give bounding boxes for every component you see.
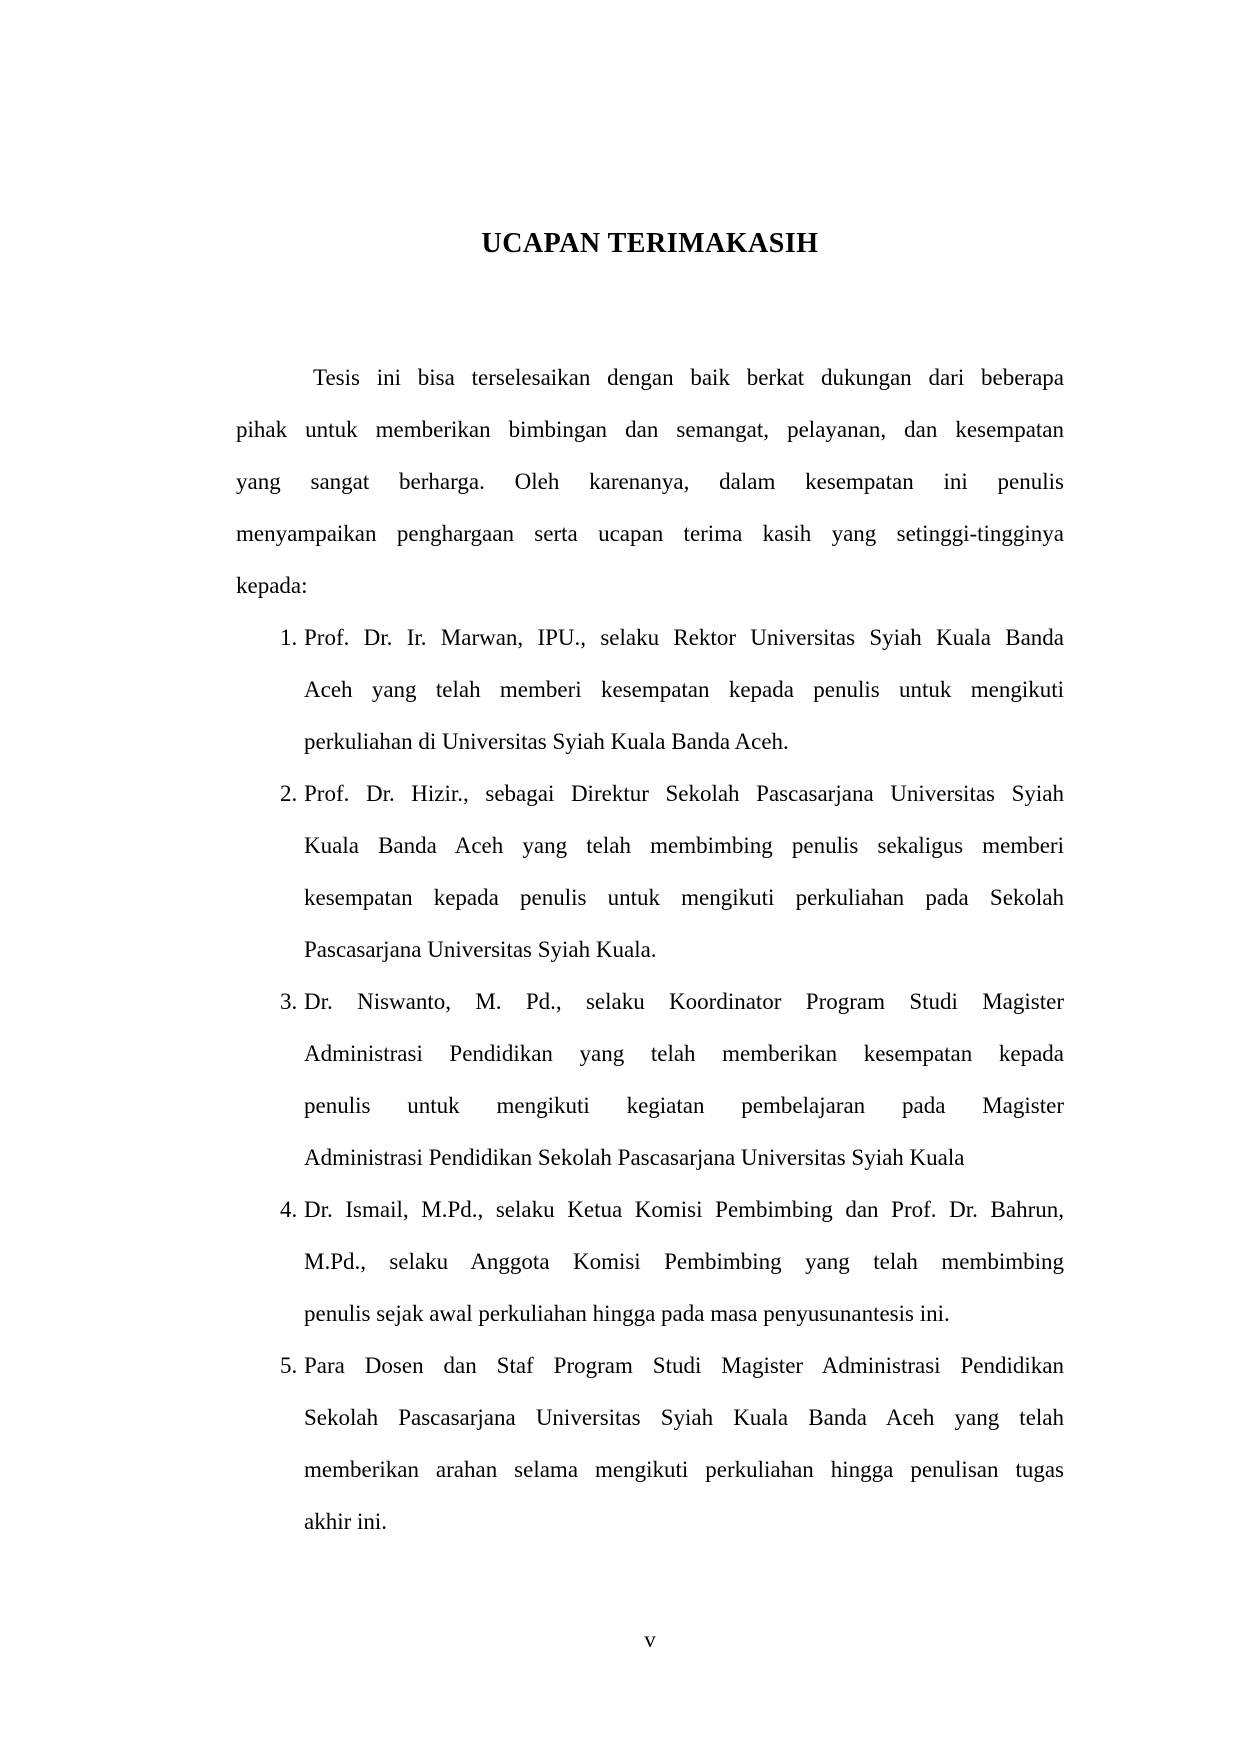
list-item-line: Sekolah Pascasarjana Universitas Syiah Kuala Banda Aceh yang telah <box>304 1405 1064 1430</box>
acknowledgement-list <box>236 612 1064 1548</box>
list-item-line: penulis sejak awal perkuliahan hingga pada masa penyusunantesis ini. <box>304 1301 950 1326</box>
list-item-line: Pascasarjana Universitas Syiah Kuala. <box>304 937 657 962</box>
paragraph-line: pihak untuk memberikan bimbingan dan semangat, pelayanan, dan kesempatan <box>236 417 1064 442</box>
list-item-line: Administrasi Pendidikan yang telah memberikan kesempatan kepada <box>304 1041 1064 1066</box>
page-number: v <box>644 1627 656 1652</box>
list-item-line: Para Dosen dan Staf Program Studi Magister Administrasi Pendidikan <box>304 1353 1064 1378</box>
list-item-line: memberikan arahan selama mengikuti perkuliahan hingga penulisan tugas <box>304 1457 1064 1482</box>
list-item-number: 4. <box>280 1197 298 1222</box>
list-item-line: Prof. Dr. Hizir., sebagai Direktur Sekolah Pascasarjana Universitas Syiah <box>304 781 1064 806</box>
list-item <box>236 1184 1064 1340</box>
list-item-line: Administrasi Pendidikan Sekolah Pascasarjana Universitas Syiah Kuala <box>304 1145 965 1170</box>
list-item-number: 3. <box>280 989 298 1014</box>
paragraph-line: kepada: <box>236 573 308 598</box>
list-item-line: perkuliahan di Universitas Syiah Kuala Banda Aceh. <box>304 729 789 754</box>
list-item-line: Prof. Dr. Ir. Marwan, IPU., selaku Rektor Universitas Syiah Kuala Banda <box>304 625 1064 650</box>
list-item-number: 2. <box>280 781 298 806</box>
paragraph-line: yang sangat berharga. Oleh karenanya, dalam kesempatan ini penulis <box>236 469 1064 494</box>
page-title: UCAPAN TERIMAKASIH <box>481 228 819 259</box>
list-item-number: 5. <box>280 1353 298 1378</box>
page-content <box>236 0 1064 1548</box>
list-item-line: M.Pd., selaku Anggota Komisi Pembimbing yang telah membimbing <box>304 1249 1064 1274</box>
list-item <box>236 612 1064 768</box>
list-item <box>236 976 1064 1184</box>
list-item <box>236 1340 1064 1548</box>
list-item-line: Dr. Niswanto, M. Pd., selaku Koordinator Program Studi Magister <box>304 989 1064 1014</box>
paragraph-line: Tesis ini bisa terselesaikan dengan baik berkat dukungan dari beberapa <box>313 365 1064 390</box>
paragraph-line: menyampaikan penghargaan serta ucapan terima kasih yang setinggi-tingginya <box>236 521 1064 546</box>
intro-paragraph <box>236 352 1064 612</box>
list-item-line: akhir ini. <box>304 1509 388 1534</box>
list-item-line: penulis untuk mengikuti kegiatan pembelajaran pada Magister <box>304 1093 1064 1118</box>
list-item-line: Dr. Ismail, M.Pd., selaku Ketua Komisi Pembimbing dan Prof. Dr. Bahrun, <box>304 1197 1064 1222</box>
list-item-number: 1. <box>280 625 298 650</box>
list-item <box>236 768 1064 976</box>
list-item-line: Kuala Banda Aceh yang telah membimbing penulis sekaligus memberi <box>304 833 1064 858</box>
list-item-line: kesempatan kepada penulis untuk mengikuti perkuliahan pada Sekolah <box>304 885 1064 910</box>
list-item-line: Aceh yang telah memberi kesempatan kepada penulis untuk mengikuti <box>304 677 1064 702</box>
